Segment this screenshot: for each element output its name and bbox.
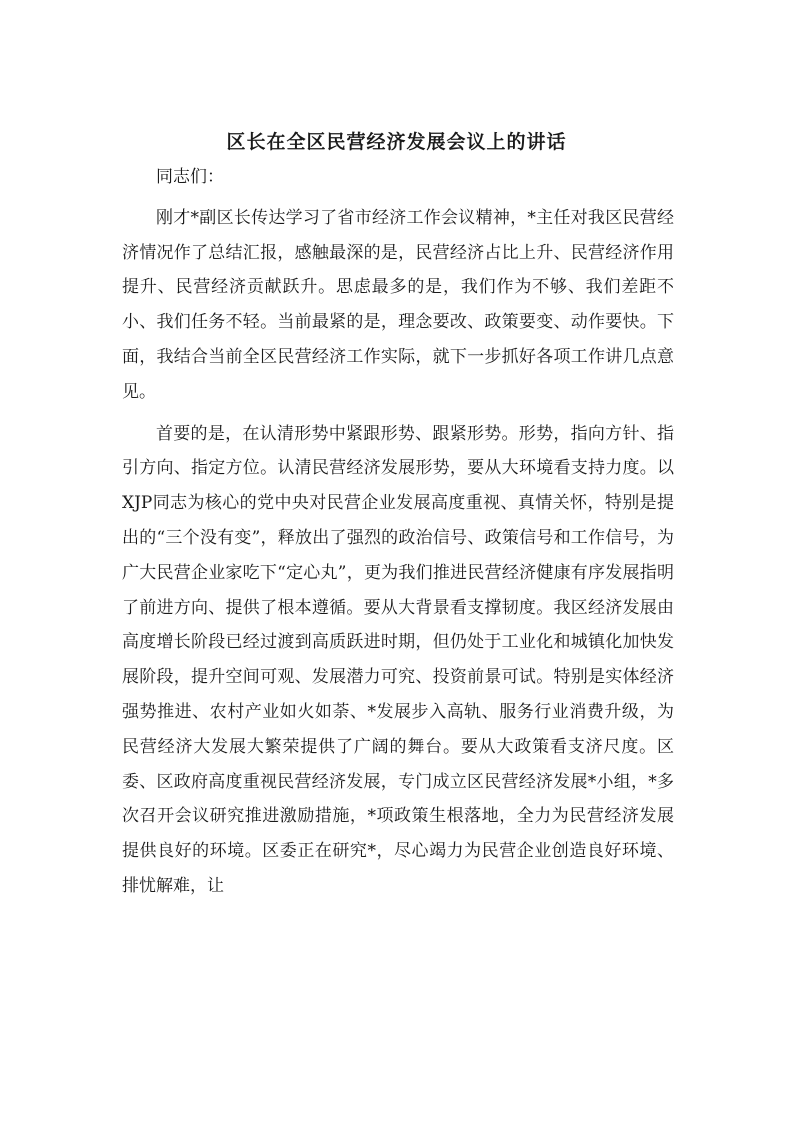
- document-body: [122, 160, 674, 904]
- body-paragraph: 刚才*副区长传达学习了省市经济工作会议精神，*主任对我区民营经济情况作了总结汇报，感触最深的是，民营经济占比上升、民营经济作用提升、民营经济贡献跃升。思虑最多的是，我们作为不够、我们差距不小、我们任务不轻。当前最紧的是，理念要改、政策要变、动作要快。下面，我结合当前全区民营经济工作实际，就下一步抓好各项工作讲几点意见。: [122, 207, 674, 402]
- body-paragraph: 首要的是，在认清形势中紧跟形势、跟紧形势。形势，指向方针、指引方向、指定方位。认清民营经济发展形势，要从大环境看支持力度。以XJP同志为核心的党中央对民营企业发展高度重视、真情关怀，特别是提出的“三个没有变”，释放出了强烈的政治信号、政策信号和工作信号，为广大民营企业家吃下“定心丸”，更为我们推进民营经济健康有序发展指明了前进方向、提供了根本遵循。要从大背景看支撑韧度。我区经济发展由高度增长阶段已经过渡到高质跃进时期，但仍处于工业化和城镇化加快发展阶段，提升空间可观、发展潜力可究、投资前景可试。特别是实体经济强势推进、农村产业如火如荼、*发展步入高轨、服务行业消费升级，为民营经济大发展大繁荣提供了广阔的舞台。要从大政策看支济尺度。区委、区政府高度重视民营经济发展，专门成立区民营经济发展*小组，*多次召开会议研究推进激励措施，*项政策生根落地，全力为民营经济发展提供良好的环境。区委正在研究*，尽心竭力为民营企业创造良好环境、排忧解难，让: [122, 423, 674, 896]
- greeting-paragraph: 同志们：: [156, 167, 224, 187]
- document-title: 区长在全区民营经济发展会议上的讲话: [226, 131, 567, 153]
